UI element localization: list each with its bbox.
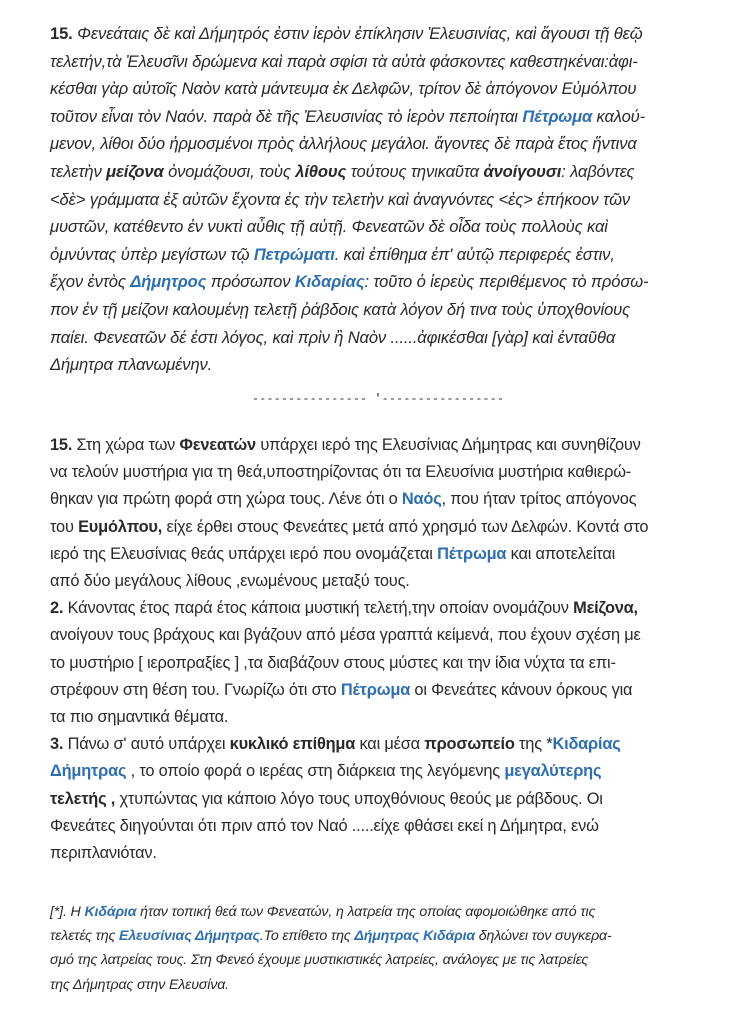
text-segment: ἔχον ἐντὸς xyxy=(50,272,131,292)
text-line xyxy=(50,840,740,867)
text-line xyxy=(50,813,740,840)
bold-term: μείζονα xyxy=(106,161,164,181)
bold-term: κυκλικό επίθημα xyxy=(229,735,356,754)
text-line xyxy=(50,924,740,948)
text-segment: και αποτελείται xyxy=(506,544,616,563)
bold-term: προσωπείο xyxy=(424,735,515,754)
text-line xyxy=(50,48,740,76)
highlighted-term: Κιδάρια xyxy=(84,904,137,920)
text-segment: χτυπώντας για κάποιο λόγο τους υποχθόνιους θεούς με ράβδους. Οι xyxy=(115,789,603,808)
highlighted-term: Δήμητρος xyxy=(130,272,207,292)
text-segment: κέσθαι γὰρ αὐτοῖς Ναὸν κατὰ μάντευμα ἐκ Δελφῶν, τρίτον δὲ ἀπόγονον Εὐμόλπου xyxy=(50,79,637,99)
highlighted-term: Δήμητρας Κιδάρια xyxy=(354,928,476,945)
text-line xyxy=(50,103,740,131)
text-segment: πον ἐν τῇ μείζονι καλουμένῃ τελετῇ ῥάβδοις κατὰ λόγον δή τινα τοὺς ὑποχθονίους xyxy=(50,299,631,319)
text-line xyxy=(50,650,740,677)
bold-term: Μείζονα, xyxy=(573,599,638,618)
text-line xyxy=(50,324,740,352)
text-segment: της Δήμητρας στην Ελευσίνα. xyxy=(50,976,229,993)
text-line xyxy=(50,595,740,622)
text-line xyxy=(50,459,740,486)
highlighted-term: Πέτρωμα xyxy=(522,106,593,126)
text-segment: .Το επίθετο της xyxy=(259,928,355,945)
text-line xyxy=(50,973,740,997)
text-line xyxy=(50,568,740,595)
bold-term: 2. xyxy=(50,599,64,618)
text-segment: είχε έρθει στους Φενεάτες μετά από χρησμό των Δελφών. Κοντά στο xyxy=(162,517,649,536)
ancient-greek-passage xyxy=(50,20,740,379)
text-segment: από δύο μεγάλους λίθους ,ενωμένους μεταξύ τους. xyxy=(50,572,410,591)
highlighted-term: Ναός xyxy=(401,490,442,509)
text-segment: του xyxy=(50,517,79,536)
text-segment: [*]. Η xyxy=(50,904,85,920)
text-segment: , που ήταν τρίτος απόγονος xyxy=(441,490,637,509)
text-segment: τούτους τηνικαῦτα xyxy=(346,161,484,181)
text-line xyxy=(50,786,740,813)
text-segment: . καὶ ἐπίθημα ἐπ' αὐτῷ περιφερές ἐστιν, xyxy=(334,244,615,264)
highlighted-term: Δήμητρας xyxy=(50,762,127,781)
text-segment: τελετὴν xyxy=(50,161,107,181)
bold-term: Ευμόλπου, xyxy=(78,517,163,536)
text-segment: τελετήν,τὰ Ἐλευσῖνι δρώμενα καὶ παρὰ σφίσι τὰ αὐτὰ φάσκοντες καθεστηκέναι:ἀφι- xyxy=(50,51,638,71)
text-segment: Δήμητρα πλανωμένην. xyxy=(50,355,213,375)
text-line xyxy=(50,677,740,704)
text-line xyxy=(50,432,740,459)
text-segment: πρόσωπον xyxy=(206,272,295,292)
highlighted-term: Πέτρωμα xyxy=(437,544,507,563)
text-segment: ιερό της Ελευσίνιας θεάς υπάρχει ιερό που ονομάζεται xyxy=(50,544,438,563)
highlighted-term: Πετρώματι xyxy=(253,244,335,264)
text-line xyxy=(50,75,740,103)
text-line xyxy=(50,622,740,649)
text-segment: τοῦτον εἶναι τὸν Ναόν. παρὰ δὲ τῆς Ἐλευσινίας τὸ ἱερὸν πεποίηται xyxy=(50,106,523,126)
text-segment: Φενεάταις δὲ καὶ Δήμητρός ἐστιν ἱερὸν ἐπίκλησιν Ἐλευσινίας, καὶ ἄγουσι τῇ θεῷ xyxy=(72,24,643,43)
text-segment: θηκαν για πρώτη φορά στη χώρα τους. Λένε ότι ο xyxy=(50,490,402,509)
text-segment: να τελούν μυστήρια για τη θεά,υποστηρίζοντας ότι τα Ελευσίνια μυστήρια καθιερώ- xyxy=(50,463,632,482)
highlighted-term: Κιδαρίας xyxy=(294,272,365,292)
highlighted-term: Πέτρωμα xyxy=(340,680,411,699)
highlighted-term: Κιδαρίας xyxy=(552,735,621,754)
modern-greek-translation xyxy=(50,432,740,867)
text-segment: Φενεάτες διηγούνται ότι πριν από τον Ναό .....είχε φθάσει εκεί η Δήμητρα, ενώ xyxy=(50,816,599,835)
text-segment: <δὲ> γράμματα ἐξ αὐτῶν ἔχοντα ἐς τὴν τελετὴν καὶ ἀναγνόντες <ἐς> ἐπήκοον τῶν xyxy=(50,189,631,209)
footnote xyxy=(50,900,740,997)
text-line xyxy=(50,186,740,214)
text-segment: : λαβόντες xyxy=(561,161,635,181)
text-segment: μυστῶν, κατέθεντο ἐν νυκτὶ αὖθις τῇ αὐτῇ. Φενεατῶν δὲ οἶδα τοὺς πολλοὺς καὶ xyxy=(50,217,608,237)
text-segment: ὀμνύντας ὑπὲρ μεγίστων τῷ xyxy=(50,244,254,264)
text-segment: τελετές της xyxy=(50,928,119,945)
text-line xyxy=(50,213,740,241)
text-segment: καλού- xyxy=(592,106,646,126)
text-line xyxy=(50,514,740,541)
text-segment: παίει. Φενεατῶν δέ ἐστι λόγος, καὶ πρὶν ἢ Ναὸν ......ἀφικέσθαι [γὰρ] καὶ ἐνταῦθα xyxy=(50,327,616,347)
text-segment: ήταν τοπική θεά των Φενεατών, η λατρεία της οποίας αφομοιώθηκε από τις xyxy=(136,904,596,920)
text-line xyxy=(50,731,740,758)
text-line xyxy=(50,758,740,785)
text-segment: Στη χώρα των xyxy=(72,436,180,454)
text-line xyxy=(50,158,740,186)
text-segment: και μέσα xyxy=(355,735,425,754)
text-line xyxy=(50,268,740,296)
bold-term: Φενεατών xyxy=(179,436,256,454)
text-line xyxy=(50,130,740,158)
text-segment: περιπλανιόταν. xyxy=(50,844,157,863)
text-segment: ανοίγουν τους βράχους και βγάζουν από μέσα γραπτά κείμενά, που έχουν σχέση με xyxy=(50,626,641,645)
text-line xyxy=(50,704,740,731)
text-line xyxy=(50,296,740,324)
highlighted-term: Ελευσίνιας Δήμητρας xyxy=(119,928,260,945)
bold-term: λίθους xyxy=(295,161,347,181)
text-segment: , το οποίο φορά ο ιερέας στη διάρκεια της λεγόμενης xyxy=(126,762,505,781)
text-segment: : τοῦτο ὁ ἱερεὺς περιθέμενος τὸ πρόσω- xyxy=(364,272,649,292)
bold-term: ἀνοίγουσι xyxy=(483,161,562,181)
text-line xyxy=(50,20,740,48)
text-segment: ὀνομάζουσι, τοὺς xyxy=(163,161,296,181)
text-segment: στρέφουν στη θέση του. Γνωρίζω ότι στο xyxy=(50,680,341,699)
text-line xyxy=(50,486,740,513)
text-segment: Κάνοντας έτος παρά έτος κάποια μυστική τελετή,την οποίαν ονομάζουν xyxy=(63,599,574,618)
text-line xyxy=(50,351,740,379)
text-segment: υπάρχει ιερό της Ελευσίνιας Δήμητρας και συνηθίζουν xyxy=(255,436,641,454)
text-segment: τα πιο σημαντικά θέματα. xyxy=(50,708,229,727)
text-segment: της * xyxy=(514,735,553,754)
text-segment: δηλώνει τον συγκερα- xyxy=(475,928,612,945)
text-line xyxy=(50,900,740,924)
text-segment: σμό της λατρείας τους. Στη Φενεό έχουμε μυστικιστικές λατρείες, ανάλογες με τις λατρείες xyxy=(50,952,589,969)
text-line xyxy=(50,541,740,568)
section-separator: ---------------- '----------------- xyxy=(251,392,505,406)
bold-term: τελετής , xyxy=(50,789,116,808)
bold-term: 15. xyxy=(50,436,73,454)
text-segment: μενον, λίθοι δύο ἡρμοσμένοι πρὸς ἀλλήλους μεγάλοι. ἄγοντες δὲ παρὰ ἔτος ἥντινα xyxy=(50,134,637,154)
text-line xyxy=(50,948,740,972)
highlighted-term: μεγαλύτερης xyxy=(504,762,602,781)
text-line xyxy=(50,241,740,269)
text-segment: Πάνω σ' αυτό υπάρχει xyxy=(63,735,230,754)
text-segment: το μυστήριο [ ιεροπραξίες ] ,τα διαβάζουν στους μύστες και την ίδια νύχτα τα επι- xyxy=(50,653,616,672)
bold-term: 3. xyxy=(50,735,64,754)
section-number: 15. xyxy=(50,24,73,43)
text-segment: οι Φενεάτες κάνουν όρκους για xyxy=(410,680,633,699)
